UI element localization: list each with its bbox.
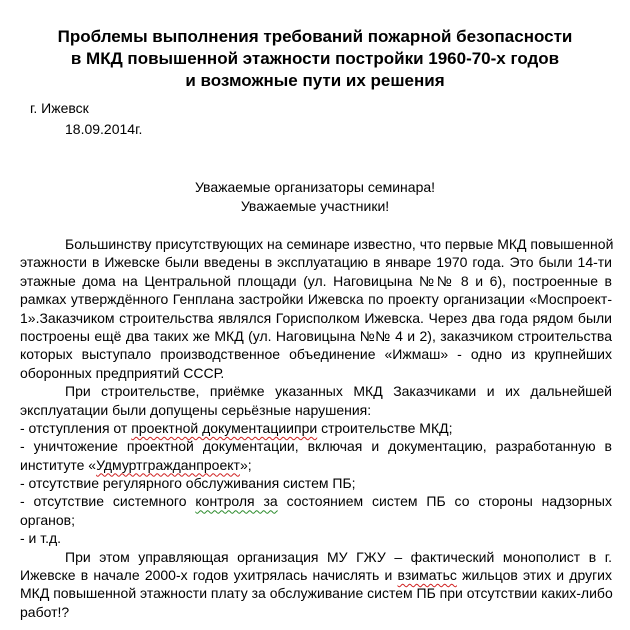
p2-bullet-4-post: состоянием систем ПБ со стороны надзорных — [277, 493, 612, 510]
greeting — [0, 178, 630, 216]
p2-line-2: эксплуатации были допущены серьёзные нарушения: — [20, 401, 372, 418]
p2-bullet-1-post: строительстве МКД; — [317, 419, 453, 436]
p2-line-1: При строительстве, приёмке указанных МКД Заказчиками и их дальнейшей — [65, 383, 612, 400]
document-title — [0, 26, 630, 92]
p2-bullet-4-grammarcheck: контроля за — [195, 493, 278, 510]
p3-line-2 — [20, 566, 612, 584]
p2-bullet-2-spellcheck: Удмуртгражданпроект — [96, 456, 240, 473]
p1-line-1: Большинству присутствующих на семинаре известно, что первые МКД повышенной — [65, 236, 614, 252]
p2-bullet-4-line-2: органов; — [20, 511, 76, 528]
date: 18.09.2014г. — [65, 121, 143, 137]
p3-line-2-spellcheck: взиматьс — [397, 567, 457, 584]
p1-line-5: 1».Заказчиком строительства являлся Горисполком Ижевска. Через два года рядом были — [20, 309, 612, 326]
p2-bullet-2-line-2 — [20, 456, 612, 474]
p2-bullet-1-pre: - отступления от — [20, 419, 132, 436]
p2-bullet-3: - отсутствие регулярного обслуживания систем ПБ; — [20, 475, 356, 492]
title-line-3: и возможные пути их решения — [185, 71, 445, 90]
p3-line-2-post: жильцов этих и других — [456, 567, 612, 584]
city: г. Ижевск — [30, 100, 89, 116]
title-line-1: Проблемы выполнения требований пожарной безопасности — [57, 27, 573, 46]
p2-bullet-4-line-1 — [20, 492, 612, 510]
p3-line-4: работ!? — [20, 603, 70, 620]
p2-bullet-1 — [20, 419, 612, 437]
p3-line-2-pre: Ижевске в начале 2000-х годов ухитрялась начислять и — [20, 567, 398, 584]
document-body — [20, 235, 612, 621]
title-line-2: в МКД повышенной этажности постройки 1960-70-х годов — [70, 49, 560, 68]
p2-bullet-2-post: »; — [239, 456, 252, 473]
p2-bullet-2-line-1: - уничтожение проектной документации, включая и документацию, разработанную в — [20, 438, 612, 455]
p1-line-7: которых выступало производственное объединение «Ижмаш» - одно из крупнейших — [20, 346, 612, 363]
p3-line-3: МКД повышенной этажности плату за обслуживание систем ПБ при отсутствии каких-либо — [20, 585, 613, 602]
p3-line-1: При этом управляющая организация МУ ГЖУ – фактический монополист в г. — [65, 548, 612, 565]
greeting-line-2: Уважаемые участники! — [240, 198, 390, 214]
p1-line-6: построены ещё два таких же МКД (ул. Наговицына №№ 4 и 2), заказчиком строительства — [20, 327, 612, 344]
p1-line-4: рамках утверждённого Генплана застройки Ижевска по проекту организации «Моспроект- — [20, 291, 612, 308]
greeting-line-1: Уважаемые организаторы семинара! — [194, 179, 436, 195]
p1-line-2: этажности в Ижевске были введены в эксплуатацию в январе 1970 года. Это были 14-ти — [20, 254, 612, 271]
p1-line-3: этажные дома на Центральной площади (ул. Наговицына №№ 8 и 6), построенные в — [20, 272, 612, 289]
p1-line-8: оборонных предприятий СССР. — [20, 364, 225, 381]
p2-bullet-2-pre: институте « — [20, 456, 97, 473]
p2-bullet-5: - и т.д. — [20, 530, 62, 547]
p2-bullet-1-spellcheck: проектной документациипри — [131, 419, 318, 436]
p2-bullet-4-pre: - отсутствие системного — [20, 493, 196, 510]
